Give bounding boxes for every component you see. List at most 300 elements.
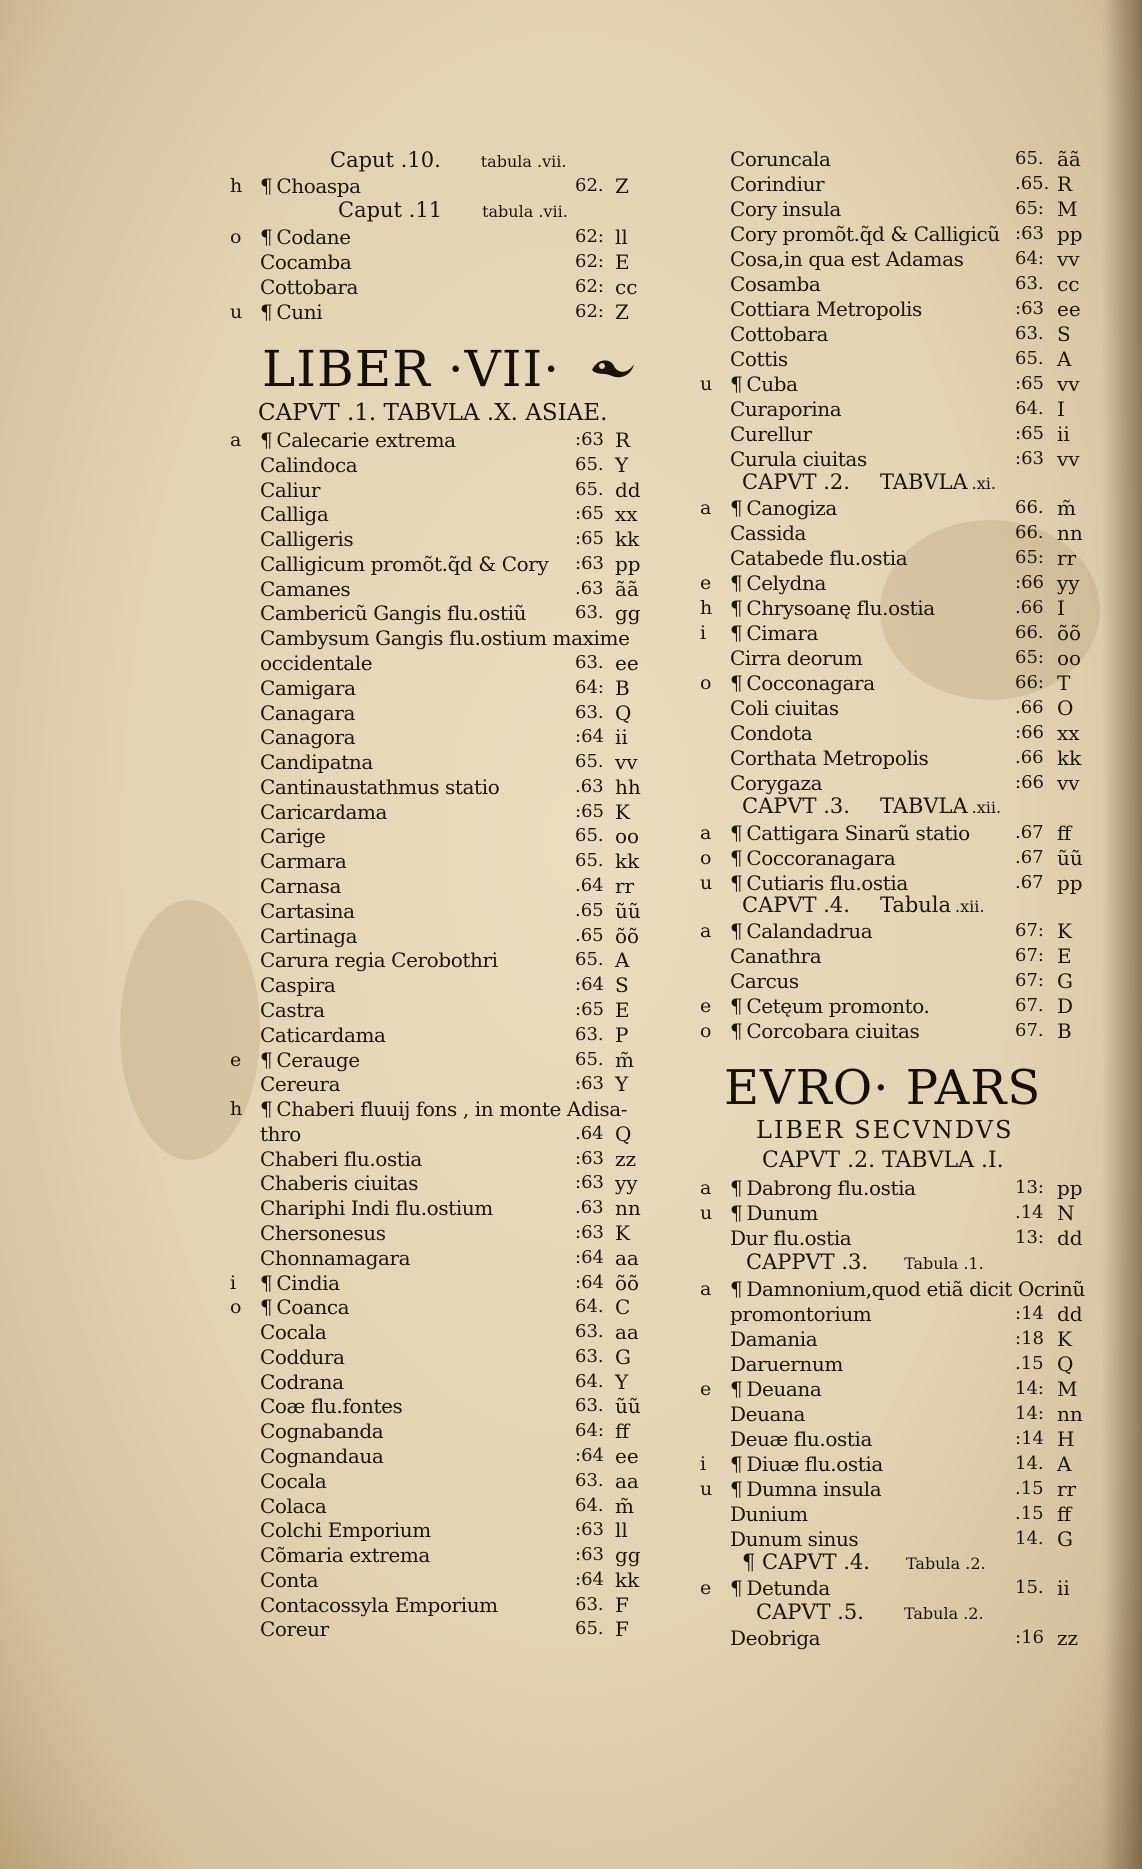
entry-name-text: Cartinaga — [260, 923, 358, 948]
entry-page: 65. — [1015, 348, 1044, 369]
index-entry — [700, 1376, 1090, 1402]
entry-page: .67 — [1015, 822, 1044, 843]
pilcrow-icon: ¶ — [730, 846, 743, 870]
entry-name — [730, 1401, 805, 1427]
entry-code: m̃ — [615, 1047, 634, 1072]
index-entry — [230, 848, 650, 874]
entry-marker: e — [700, 1378, 712, 1400]
entry-name-text: Coæ flu.fontes — [260, 1394, 403, 1419]
entry-name-text: Calligicum promõt.q̃d & Cory — [260, 551, 549, 576]
index-entry — [230, 700, 650, 726]
entry-code: T — [1057, 671, 1071, 695]
pilcrow-icon: ¶ — [260, 1295, 273, 1320]
entry-name — [260, 477, 320, 503]
index-entry — [230, 823, 650, 849]
index-entry — [700, 943, 1090, 969]
entry-code: E — [1057, 944, 1072, 968]
pilcrow-icon: ¶ — [730, 596, 743, 620]
pilcrow-icon: ¶ — [730, 671, 743, 695]
index-entry — [700, 1526, 1090, 1552]
entry-name-text: Coreur — [260, 1617, 329, 1642]
entry-name — [730, 520, 806, 546]
entry-name — [260, 501, 328, 527]
entry-code: Y — [615, 452, 629, 477]
entry-name-text: Dur flu.ostia — [730, 1226, 852, 1250]
entry-name-text: Chaberi fluuij fons , in monte Adisa- — [276, 1097, 628, 1122]
entry-page: 67: — [1015, 945, 1044, 966]
entry-page: :63 — [575, 1221, 604, 1243]
entry-name-text: Cõmaria extrema — [260, 1543, 430, 1568]
entry-code: m̃ — [1057, 496, 1076, 520]
entry-name-text: Deuana — [730, 1402, 806, 1426]
entry-page: .65 — [575, 899, 604, 921]
entry-name-text: Catabede flu.ostia — [730, 546, 908, 570]
entry-name-text: Chaberi flu.ostia — [260, 1146, 422, 1171]
index-entry — [230, 1047, 650, 1073]
entry-code: rr — [1057, 546, 1077, 570]
entry-marker: u — [700, 872, 713, 894]
entry-name — [260, 1517, 431, 1543]
index-entry — [700, 1351, 1090, 1377]
entry-marker: o — [230, 1296, 242, 1319]
index-entry — [230, 898, 650, 924]
entry-name-text: Cocamba — [260, 250, 352, 274]
entry-name — [260, 1270, 340, 1296]
entry-name-text: Caricardama — [260, 799, 388, 824]
entry-name-text: Camigara — [260, 675, 356, 700]
entry-code: ãã — [615, 576, 639, 601]
entry-code: ee — [615, 651, 639, 676]
entry-code: A — [1057, 1452, 1072, 1476]
entry-name — [260, 848, 346, 874]
entry-code: gg — [615, 1543, 641, 1568]
index-entry — [230, 1294, 650, 1320]
caput-heading-part: Caput .11 — [338, 198, 443, 222]
index-entry — [230, 1468, 650, 1494]
entry-name — [260, 173, 361, 199]
index-entry — [700, 396, 1090, 422]
entry-code: ff — [1057, 821, 1072, 845]
entry-code: ãã — [1057, 147, 1081, 171]
entry-marker: a — [230, 429, 242, 451]
entry-page: :64 — [575, 1568, 604, 1590]
entry-name-text: Daruernum — [730, 1352, 843, 1376]
index-entry — [700, 371, 1090, 397]
entry-code: H — [1057, 1427, 1075, 1451]
index-entry — [700, 446, 1090, 472]
entry-name-text: Cambericũ Gangis flu.ostiũ — [260, 601, 527, 626]
entry-code: vv — [1057, 372, 1080, 396]
pilcrow-icon: ¶ — [730, 1477, 743, 1501]
entry-code: R — [615, 428, 631, 452]
entry-page: 64. — [575, 1494, 604, 1516]
entry-code: A — [1057, 347, 1072, 371]
entry-name — [260, 1096, 627, 1122]
entry-page: 62: — [575, 251, 604, 272]
index-entry — [230, 1418, 650, 1444]
index-entry — [230, 947, 650, 973]
index-entry — [230, 923, 650, 949]
pilcrow-icon: ¶ — [730, 919, 743, 943]
entry-name — [730, 321, 828, 347]
entry-name — [730, 271, 820, 297]
entry-code: aa — [615, 1468, 639, 1493]
entry-name-text: Codane — [276, 225, 351, 249]
entry-code: M — [1057, 197, 1078, 221]
entry-name-text: Coanca — [276, 1295, 350, 1320]
entry-name-text: Chariphi Indi flu.ostium — [260, 1196, 493, 1221]
entry-name — [260, 249, 351, 275]
entry-page: 65. — [575, 478, 604, 500]
entry-page: .67 — [1015, 872, 1044, 893]
entry-code: aa — [615, 1245, 639, 1270]
index-entry — [700, 1426, 1090, 1452]
entry-name-text: Condota — [730, 721, 813, 745]
entry-name-text: Carura regia Cerobothri — [260, 948, 498, 973]
index-entry — [230, 997, 650, 1023]
index-entry — [700, 1575, 1090, 1601]
entry-page: 14: — [1015, 1378, 1044, 1399]
entry-marker: e — [700, 995, 712, 1017]
entry-name — [730, 695, 839, 721]
entry-name — [730, 993, 930, 1019]
entry-code: ee — [1057, 297, 1081, 321]
entry-name-text: Coccoranagara — [746, 846, 896, 870]
entry-name — [730, 943, 821, 969]
entry-code: vv — [1057, 447, 1080, 471]
pilcrow-icon: ¶ — [730, 1377, 743, 1401]
entry-name — [260, 1567, 318, 1593]
entry-name — [260, 823, 325, 849]
entry-name — [730, 1476, 881, 1502]
caput-heading-part: .xii. — [955, 897, 985, 916]
entry-page: 64: — [575, 1420, 604, 1442]
pilcrow-icon: ¶ — [730, 496, 743, 520]
entry-page: 63. — [575, 1593, 604, 1615]
entry-name — [260, 799, 387, 825]
entry-page: 14. — [1015, 1453, 1044, 1474]
entry-name-text: thro — [260, 1121, 301, 1146]
entry-page: 65: — [1015, 547, 1044, 568]
index-entry — [230, 774, 650, 800]
entry-name-text: Camanes — [260, 576, 351, 601]
index-entry — [230, 526, 650, 552]
entry-name-text: Cutiaris flu.ostia — [746, 871, 908, 895]
entry-name-text: Deuana — [746, 1377, 822, 1401]
entry-name-text: Cerauge — [276, 1047, 360, 1072]
entry-name-text: Dunum — [746, 1201, 818, 1225]
entry-code: G — [615, 1344, 631, 1369]
entry-name-text: Cereura — [260, 1072, 341, 1097]
entry-marker: u — [700, 1478, 713, 1500]
index-entry — [700, 695, 1090, 721]
entry-code: kk — [615, 849, 640, 874]
caput-heading-part: Tabula .1. — [904, 1254, 984, 1273]
entry-marker: h — [230, 175, 243, 197]
entry-page: 64. — [575, 1370, 604, 1392]
index-entry — [230, 1616, 650, 1642]
entry-code: ee — [615, 1443, 639, 1468]
entry-name-text: Chrysoanę flu.ostia — [746, 596, 935, 620]
liber-title: LIBER ·VII· — [262, 340, 561, 398]
entry-code: hh — [615, 774, 641, 799]
entry-name — [730, 968, 799, 994]
entry-page: :64 — [575, 1444, 604, 1466]
entry-page: :63 — [575, 1073, 604, 1095]
index-entry — [230, 1270, 650, 1296]
entry-name-text: Carige — [260, 824, 326, 849]
index-entry — [230, 249, 650, 275]
entry-code: B — [615, 675, 630, 700]
entry-page: 66. — [1015, 497, 1044, 518]
entry-page: :66 — [1015, 722, 1044, 743]
entry-page: :64 — [575, 974, 604, 996]
entry-name-text: Cocala — [260, 1320, 327, 1345]
entry-code: dd — [1057, 1226, 1083, 1250]
entry-name-text: Damnonium,quod etiã dicit Ocrinũ — [746, 1277, 1085, 1301]
entry-name-text: Carcus — [730, 969, 799, 993]
entry-code: Z — [615, 300, 629, 324]
entry-name-text: Cocconagara — [746, 671, 875, 695]
caput-heading-part: CAPVT .3. — [742, 794, 850, 818]
index-entry — [230, 1567, 650, 1593]
entry-name — [260, 1170, 418, 1196]
entry-page: :65 — [1015, 423, 1044, 444]
entry-page: 64. — [1015, 398, 1044, 419]
index-entry — [230, 1542, 650, 1568]
entry-name-text: Corygaza — [730, 771, 823, 795]
entry-code: I — [1057, 596, 1065, 620]
entry-name-text: Carmara — [260, 849, 347, 874]
index-entry — [230, 1071, 650, 1097]
entry-page: 66. — [1015, 522, 1044, 543]
index-entry — [230, 873, 650, 899]
index-entry — [700, 645, 1090, 671]
entry-name — [730, 918, 872, 944]
entry-page: 65: — [1015, 198, 1044, 219]
index-entry — [230, 1195, 650, 1221]
index-entry — [700, 1326, 1090, 1352]
entry-name — [730, 1451, 883, 1477]
entry-code: õõ — [1057, 621, 1082, 645]
entry-name — [260, 1146, 422, 1172]
pilcrow-icon: ¶ — [260, 300, 273, 324]
entry-name — [260, 526, 353, 552]
entry-code: xx — [1057, 721, 1080, 745]
entry-name — [260, 1121, 301, 1147]
entry-page: 66. — [1015, 622, 1044, 643]
index-entry — [230, 724, 650, 750]
index-entry — [700, 770, 1090, 796]
entry-page: :63 — [575, 552, 604, 574]
entry-name-text: Colaca — [260, 1493, 327, 1518]
caput-heading-part: Tabula .2. — [903, 1604, 984, 1623]
entry-name — [730, 396, 841, 422]
fleuron-icon — [588, 352, 638, 382]
entry-name-text: Caticardama — [260, 1022, 386, 1047]
entry-name — [730, 720, 812, 746]
index-entry — [700, 520, 1090, 546]
entry-name-text: Cirra deorum — [730, 646, 863, 670]
index-entry — [700, 720, 1090, 746]
entry-name-text: Calandadrua — [746, 919, 873, 943]
entry-name-text: Curula ciuitas — [730, 447, 867, 471]
entry-page: 63. — [1015, 273, 1044, 294]
entry-code: xx — [615, 502, 638, 527]
caput-heading-part: Tabula .2. — [905, 1554, 986, 1573]
entry-name-text: Curellur — [730, 422, 812, 446]
entry-name — [730, 820, 970, 846]
entry-code: Y — [615, 1072, 629, 1097]
index-entry — [230, 1393, 650, 1419]
pilcrow-icon: ¶ — [260, 174, 273, 198]
entry-page: .67 — [1015, 847, 1044, 868]
entry-page: 62: — [575, 226, 604, 247]
index-entry — [230, 1369, 650, 1395]
pilcrow-icon: ¶ — [260, 225, 273, 249]
entry-name — [730, 1526, 858, 1552]
caput-heading-part: CAPVT .4. — [742, 893, 850, 917]
pilcrow-icon: ¶ — [730, 621, 743, 645]
entry-page: 64. — [575, 1296, 604, 1318]
entry-name-text: Canagora — [260, 725, 356, 750]
entry-page: 63. — [575, 1345, 604, 1367]
entry-name — [730, 421, 812, 447]
caput-heading-part: CAPVT .2. — [742, 470, 850, 494]
entry-name-text: Cognandaua — [260, 1443, 384, 1468]
entry-code: S — [1057, 322, 1071, 346]
entry-name-text: promontorium — [730, 1302, 872, 1326]
entry-name — [260, 1319, 326, 1345]
entry-page: :63 — [575, 1519, 604, 1541]
entry-page: 15. — [1015, 1577, 1044, 1598]
entry-marker: o — [700, 1020, 712, 1042]
entry-name — [260, 452, 357, 478]
index-entry — [230, 1146, 650, 1172]
entry-name-text: Cindia — [276, 1270, 340, 1295]
pilcrow-icon: ¶ — [730, 821, 743, 845]
entry-name-text: Cosamba — [730, 272, 821, 296]
caput-heading-part: Tabula — [879, 893, 952, 917]
entry-page: 62: — [575, 301, 604, 322]
entry-name — [730, 1301, 871, 1327]
entry-marker: i — [230, 1271, 237, 1294]
entry-page: .63 — [575, 1197, 604, 1219]
entry-name — [730, 545, 907, 571]
entry-code: ii — [615, 725, 628, 750]
entry-name-text: Castra — [260, 997, 325, 1022]
entry-name — [260, 274, 358, 300]
entry-marker: a — [700, 497, 712, 519]
entry-code: K — [615, 1220, 630, 1245]
index-entry — [700, 1276, 1090, 1302]
entry-code: rr — [1057, 1477, 1077, 1501]
index-entry — [230, 972, 650, 998]
entry-name-text: Damania — [730, 1327, 818, 1351]
pilcrow-icon: ¶ — [260, 428, 273, 452]
entry-name — [730, 1225, 851, 1251]
entry-page: .15 — [1015, 1478, 1044, 1499]
entry-name — [260, 1493, 326, 1519]
entry-page: :63 — [1015, 448, 1044, 469]
entry-code: oo — [615, 824, 640, 849]
caput-heading-part: ¶ CAPVT .4. — [742, 1550, 870, 1574]
index-entry — [700, 1018, 1090, 1044]
entry-page: 62: — [575, 276, 604, 297]
caput-heading — [746, 1250, 984, 1274]
entry-page: 13: — [1015, 1177, 1044, 1198]
entry-name-text: Cuni — [276, 300, 323, 324]
entry-name — [260, 1245, 410, 1271]
caput-heading — [338, 198, 568, 222]
entry-page: :63 — [575, 1544, 604, 1566]
entry-name — [730, 346, 788, 372]
entry-page: :63 — [575, 429, 604, 450]
entry-code: A — [615, 948, 630, 973]
index-entry — [230, 1121, 650, 1147]
entry-page: .63 — [575, 577, 604, 599]
index-entry — [700, 918, 1090, 944]
entry-code: ll — [615, 1518, 628, 1543]
entry-name-text: Dunium — [730, 1502, 808, 1526]
caput-heading-part: tabula .vii. — [480, 152, 567, 171]
entry-code: kk — [615, 1567, 640, 1592]
entry-name — [260, 1047, 360, 1073]
caput-heading-part: CAPVT .5. — [756, 1600, 864, 1624]
index-entry — [700, 1175, 1090, 1201]
entry-page: 63. — [575, 1469, 604, 1491]
index-entry — [700, 1225, 1090, 1251]
entry-page: .64 — [575, 1122, 604, 1144]
entry-name — [260, 1022, 386, 1048]
entry-name — [260, 600, 526, 626]
entry-page: 65. — [575, 825, 604, 847]
entry-name — [260, 1542, 430, 1568]
entry-page: .64 — [575, 875, 604, 897]
entry-marker: a — [700, 920, 712, 942]
entry-name-text: Calecarie extrema — [276, 428, 456, 452]
entry-name-text: Colchi Emporium — [260, 1518, 431, 1543]
entry-name — [260, 1443, 383, 1469]
entry-page: 65. — [1015, 148, 1044, 169]
entry-marker: o — [700, 672, 712, 694]
entry-name-text: Cambysum Gangis flu.ostium maxime — [260, 626, 630, 651]
entry-name-text: Cattigara Sinarũ statio — [746, 821, 970, 845]
pilcrow-icon: ¶ — [260, 1270, 273, 1295]
entry-page: :65 — [575, 503, 604, 525]
caput-heading-part: Caput .10. — [330, 148, 441, 172]
entry-name — [730, 1625, 820, 1651]
entry-name — [260, 1468, 326, 1494]
entry-marker: i — [700, 622, 707, 644]
entry-marker: a — [700, 1177, 712, 1199]
caput-heading-part: CAPPVT .3. — [746, 1250, 869, 1274]
entry-page: 63. — [575, 701, 604, 723]
liber-secundus-heading: LIBER SECVNDVS — [756, 1116, 1014, 1144]
entry-code: gg — [615, 601, 641, 626]
entry-page: 65. — [575, 453, 604, 475]
index-entry — [700, 1401, 1090, 1427]
index-entry — [230, 551, 650, 577]
index-entry — [230, 576, 650, 602]
entry-name — [730, 446, 867, 472]
entry-name — [260, 1592, 498, 1618]
index-entry — [230, 625, 650, 651]
entry-page: :63 — [1015, 223, 1044, 244]
entry-page: 65. — [575, 850, 604, 872]
index-entry — [700, 1501, 1090, 1527]
entry-code: õõ — [615, 1270, 640, 1295]
